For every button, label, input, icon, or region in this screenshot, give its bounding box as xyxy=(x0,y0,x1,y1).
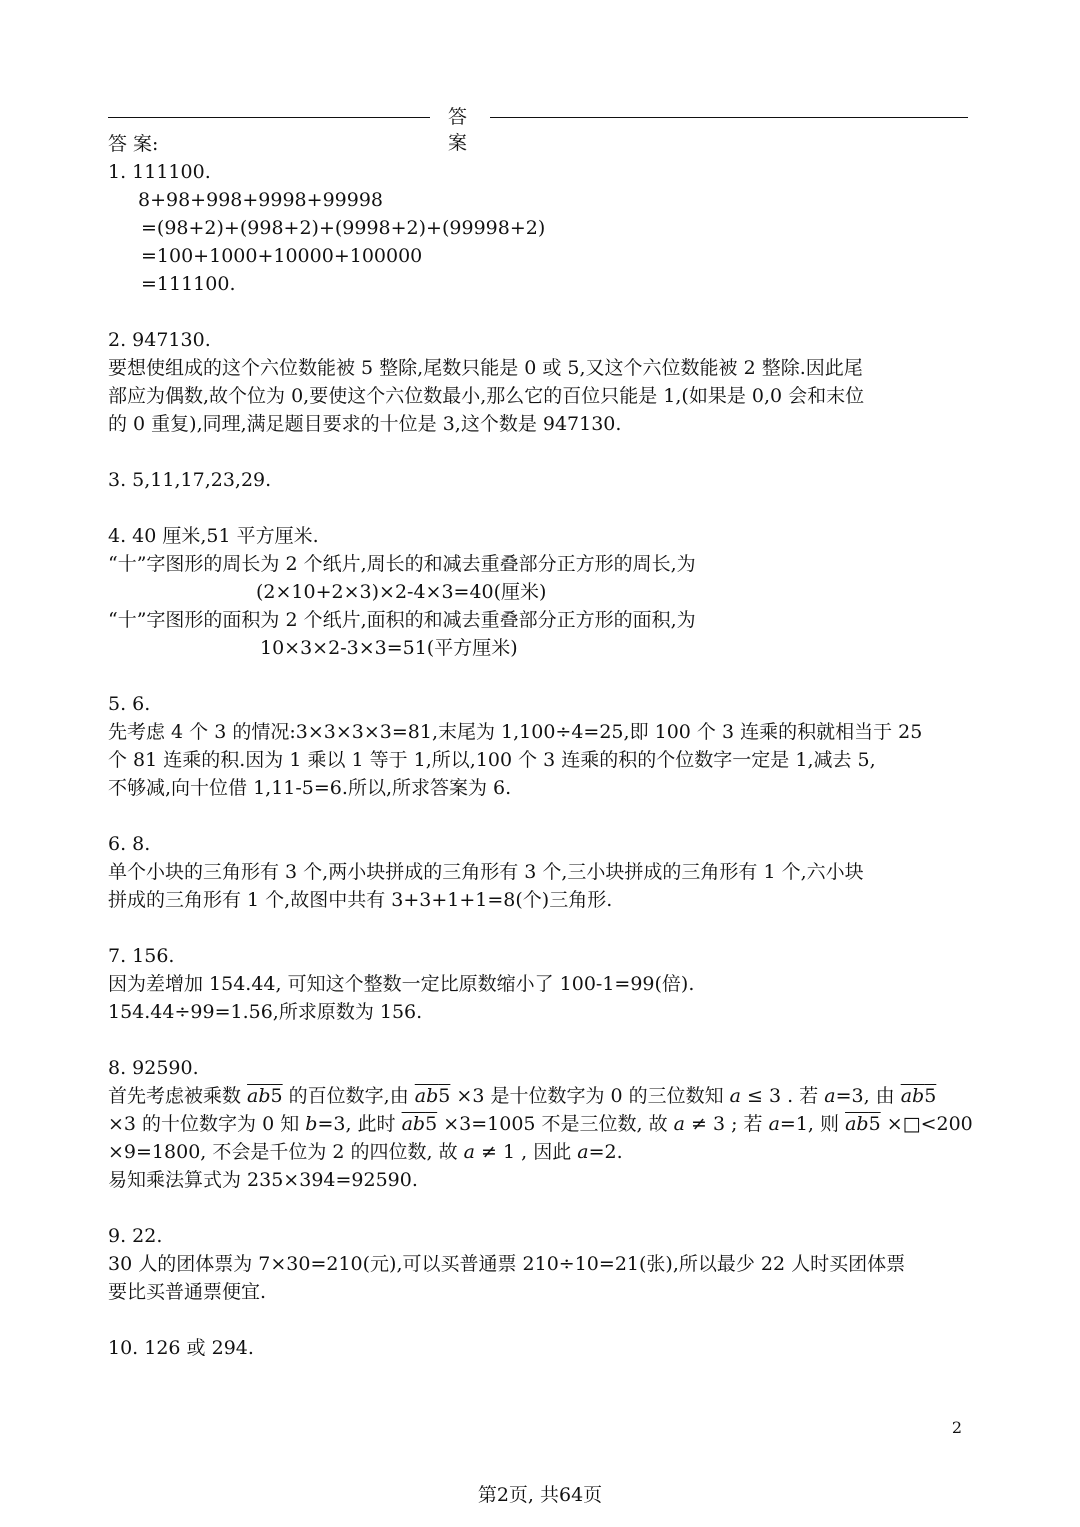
answer-8-explanation: 首先考虑被乘数 ab5 的百位数字,由 ab5 ×3 是十位数字为 0 的三位数知 a ≤ 3 . 若 a=3, 由 ab5 xyxy=(108,1085,937,1107)
answer-9-explanation: 30 人的团体票为 7×30=210(元),可以买普通票 210÷10=21(张),所以最少 22 人时买团体票 xyxy=(108,1253,906,1275)
answer-8-result: 8. 92590. xyxy=(108,1057,199,1079)
section-title: 答 案: xyxy=(108,133,159,155)
answer-9-result: 9. 22. xyxy=(108,1225,163,1247)
answer-3-result: 3. 5,11,17,23,29. xyxy=(108,469,272,491)
answer-8-conclusion: 易知乘法算式为 235×394=92590. xyxy=(108,1169,418,1191)
answer-4-explanation: “十”字图形的周长为 2 个纸片,周长的和减去重叠部分正方形的周长,为 xyxy=(108,553,696,575)
answer-6-result: 6. 8. xyxy=(108,833,151,855)
answer-7-explanation: 154.44÷99=1.56,所求原数为 156. xyxy=(108,1001,423,1023)
answer-1-step: =111100. xyxy=(141,273,236,295)
overline-ab5: ab5 xyxy=(247,1085,283,1107)
answer-4-formula: (2×10+2×3)×2-4×3=40(厘米) xyxy=(256,581,547,603)
answer-1-result: 1. 111100. xyxy=(108,161,211,183)
answer-1-step: =100+1000+10000+100000 xyxy=(141,245,423,267)
answer-2-explanation: 要想使组成的这个六位数能被 5 整除,尾数只能是 0 或 5,又这个六位数能被 2 整除.因此尾 xyxy=(108,357,863,379)
answer-8-explanation: ×3 的十位数字为 0 知 b=3, 此时 ab5 ×3=1005 不是三位数, 故 a ≠ 3 ; 若 a=1, 则 ab5 ×□<200 xyxy=(108,1113,973,1135)
answer-5-explanation: 个 81 连乘的积.因为 1 乘以 1 等于 1,所以,100 个 3 连乘的积的个位数字一定是 1,减去 5, xyxy=(108,749,876,771)
overline-ab5: ab5 xyxy=(845,1113,881,1135)
answer-6-explanation: 拼成的三角形有 1 个,故图中共有 3+3+1+1=8(个)三角形. xyxy=(108,889,613,911)
answer-9-explanation: 要比买普通票便宜. xyxy=(108,1281,267,1303)
overline-ab5: ab5 xyxy=(414,1085,451,1107)
page-number: 2 xyxy=(951,1418,962,1437)
answer-2-explanation: 部应为偶数,故个位为 0,要使这个六位数最小,那么它的百位只能是 1,(如果是 0,0 会和末位 xyxy=(108,385,865,407)
page-header xyxy=(108,104,968,154)
answer-2-result: 2. 947130. xyxy=(108,329,211,351)
header-rule-right xyxy=(490,117,968,118)
header-title: 答 案 xyxy=(447,106,473,154)
answer-5-explanation: 先考虑 4 个 3 的情况:3×3×3×3=81,末尾为 1,100÷4=25,即 100 个 3 连乘的积就相当于 25 xyxy=(108,721,923,743)
answer-2-explanation: 的 0 重复),同理,满足题目要求的十位是 3,这个数是 947130. xyxy=(108,413,622,435)
header-rule-left xyxy=(108,117,430,118)
answer-content xyxy=(108,130,978,1362)
answer-6-explanation: 单个小块的三角形有 3 个,两小块拼成的三角形有 3 个,三小块拼成的三角形有 1 个,六小块 xyxy=(108,861,864,883)
answer-1-step: 8+98+998+9998+99998 xyxy=(138,189,384,211)
page-footer: 第2页, 共64页 xyxy=(477,1484,603,1506)
answer-4-explanation: “十”字图形的面积为 2 个纸片,面积的和减去重叠部分正方形的面积,为 xyxy=(108,609,696,631)
answer-4-formula: 10×3×2-3×3=51(平方厘米) xyxy=(260,637,518,659)
answer-4-result: 4. 40 厘米,51 平方厘米. xyxy=(108,525,319,547)
answer-7-explanation: 因为差增加 154.44, 可知这个整数一定比原数缩小了 100-1=99(倍). xyxy=(108,973,695,995)
overline-ab5: ab5 xyxy=(401,1113,438,1135)
answer-5-explanation: 不够减,向十位借 1,11-5=6.所以,所求答案为 6. xyxy=(108,777,512,799)
answer-1-step: =(98+2)+(998+2)+(9998+2)+(99998+2) xyxy=(141,217,546,239)
answer-7-result: 7. 156. xyxy=(108,945,175,967)
overline-ab5: ab5 xyxy=(900,1085,937,1107)
answer-5-result: 5. 6. xyxy=(108,693,151,715)
answer-8-explanation: ×9=1800, 不会是千位为 2 的四位数, 故 a ≠ 1 , 因此 a=2. xyxy=(108,1141,623,1163)
answer-10-result: 10. 126 或 294. xyxy=(108,1337,254,1359)
